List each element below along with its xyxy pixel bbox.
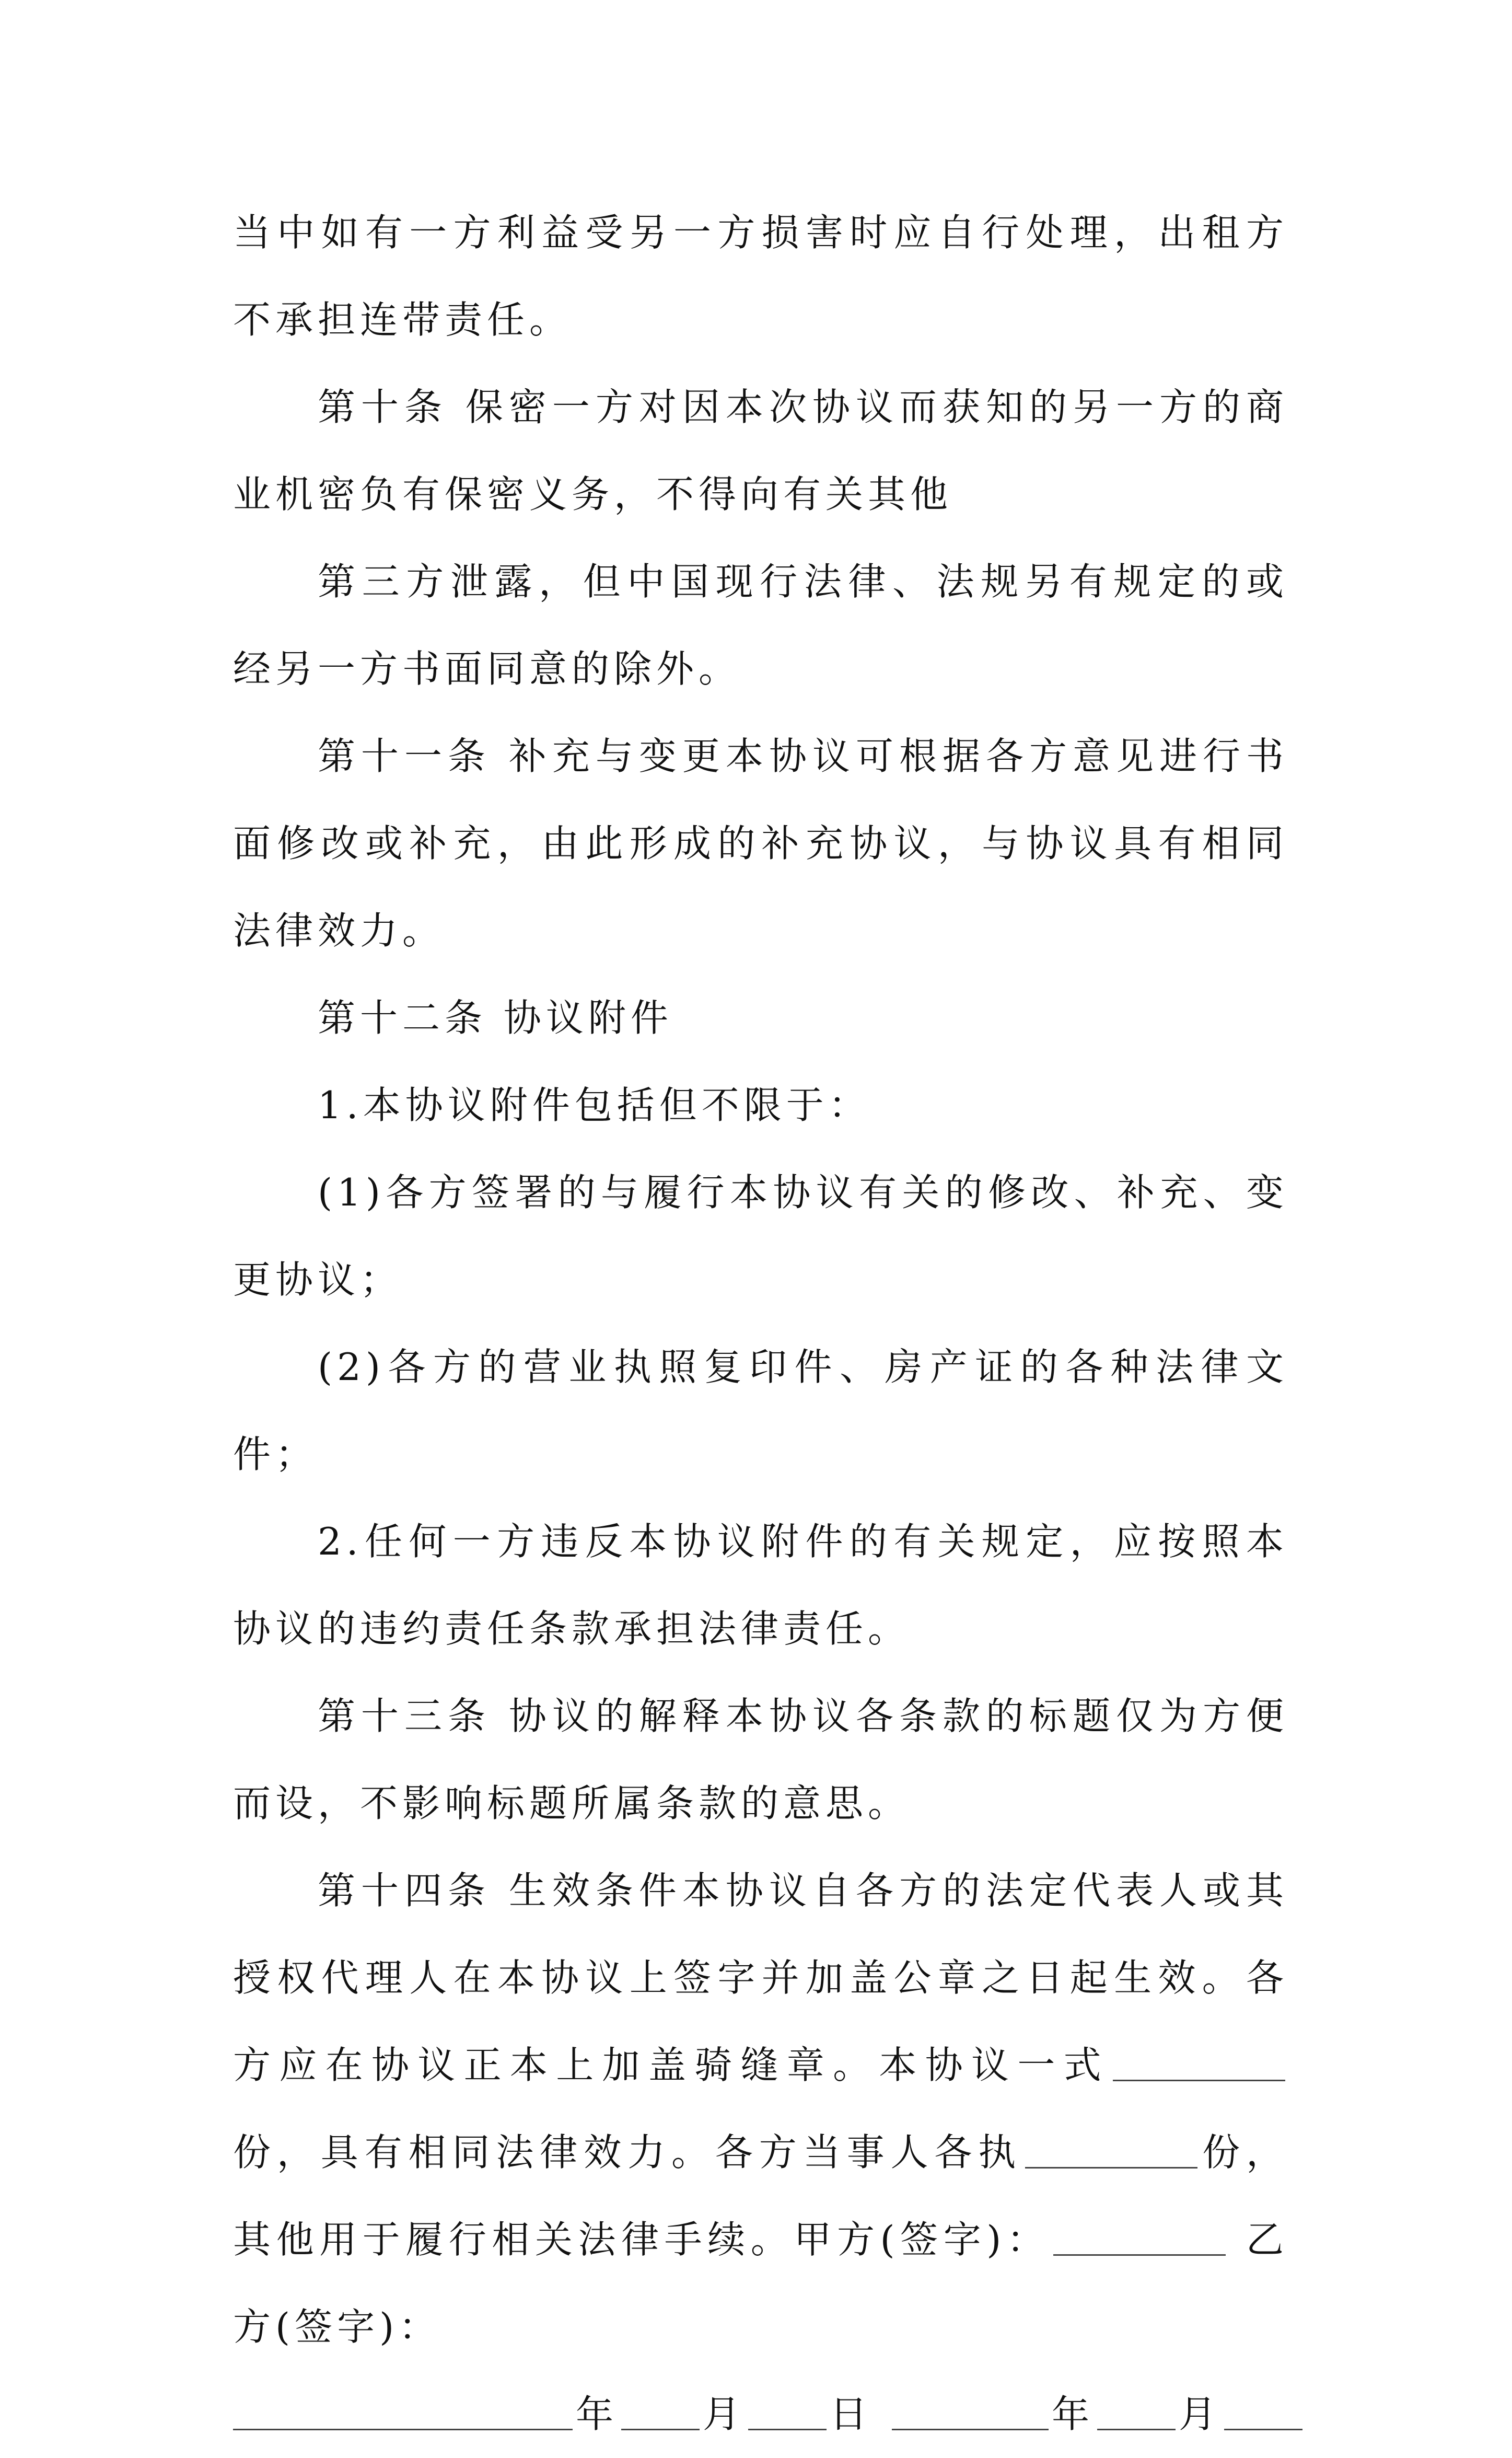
party-b-signature-label: 乙方(签字)：: [233, 2218, 1289, 2349]
article-14-text-3: 份，其他用于履行相关法律手续。甲方(签字)：: [233, 2130, 1288, 2262]
copies-total-blank[interactable]: [1113, 2042, 1285, 2081]
paragraph-attachment-item-1: (1)各方签署的与履行本协议有关的修改、补充、变更协议；: [233, 1170, 1288, 1302]
paragraph-liability: 当中如有一方利益受另一方损害时应自行处理，出租方不承担连带责任。: [233, 211, 1288, 342]
article-14-text-1: 第十四条 生效条件本协议自各方的法定代表人或其授权代理人在本协议上签字并加盖公章之日起生效。各方应在协议正本上加盖骑缝章。本协议一式: [233, 1869, 1288, 2087]
copies-each-blank[interactable]: [1025, 2129, 1197, 2169]
paragraph-attachment-item-2: (2)各方的营业执照复印件、房产证的各种法律文件；: [233, 1345, 1288, 1476]
paragraph-article-10: 第十条 保密一方对因本次协议而获知的另一方的商业机密负有保密义务，不得向有关其他: [233, 385, 1288, 516]
paragraph-article-14: [233, 1847, 1288, 2371]
date-year-label-b: 年: [1051, 2392, 1094, 2436]
document-body: [233, 189, 1288, 2458]
date-day-blank-a[interactable]: [748, 2391, 827, 2430]
date-month-blank-b[interactable]: [1097, 2391, 1176, 2430]
date-month-label-a: 月: [703, 2392, 746, 2436]
date-month-label-b: 月: [1178, 2392, 1221, 2436]
paragraph-attachment-breach: 2.任何一方违反本协议附件的有关规定，应按照本协议的违约责任条款承担法律责任。: [233, 1520, 1288, 1651]
paragraph-article-11: 第十一条 补充与变更本协议可根据各方意见进行书面修改或补充，由此形成的补充协议，与协议具有相同法律效力。: [233, 734, 1288, 953]
date-year-label-a: 年: [576, 2392, 619, 2436]
party-a-signature-blank[interactable]: [1053, 2217, 1226, 2256]
paragraph-article-10-cont: 第三方泄露，但中国现行法律、法规另有规定的或经另一方书面同意的除外。: [233, 560, 1288, 691]
paragraph-attachment-scope: 1.本协议附件包括但不限于：: [318, 1083, 871, 1127]
date-day-label-a: 日: [830, 2392, 873, 2436]
signature-date-line: [233, 2371, 1288, 2458]
date-day-blank-b[interactable]: [1224, 2391, 1302, 2430]
party-b-signature-blank[interactable]: [233, 2391, 573, 2430]
article-14-text-2: 份，具有相同法律效力。各方当事人各执: [233, 2130, 1022, 2174]
date-year-blank-b[interactable]: [892, 2391, 1049, 2430]
paragraph-article-12: 第十二条 协议附件: [318, 996, 673, 1040]
paragraph-article-13: 第十三条 协议的解释本协议各条款的标题仅为方便而设，不影响标题所属条款的意思。: [233, 1694, 1288, 1825]
date-month-blank-a[interactable]: [621, 2391, 700, 2430]
